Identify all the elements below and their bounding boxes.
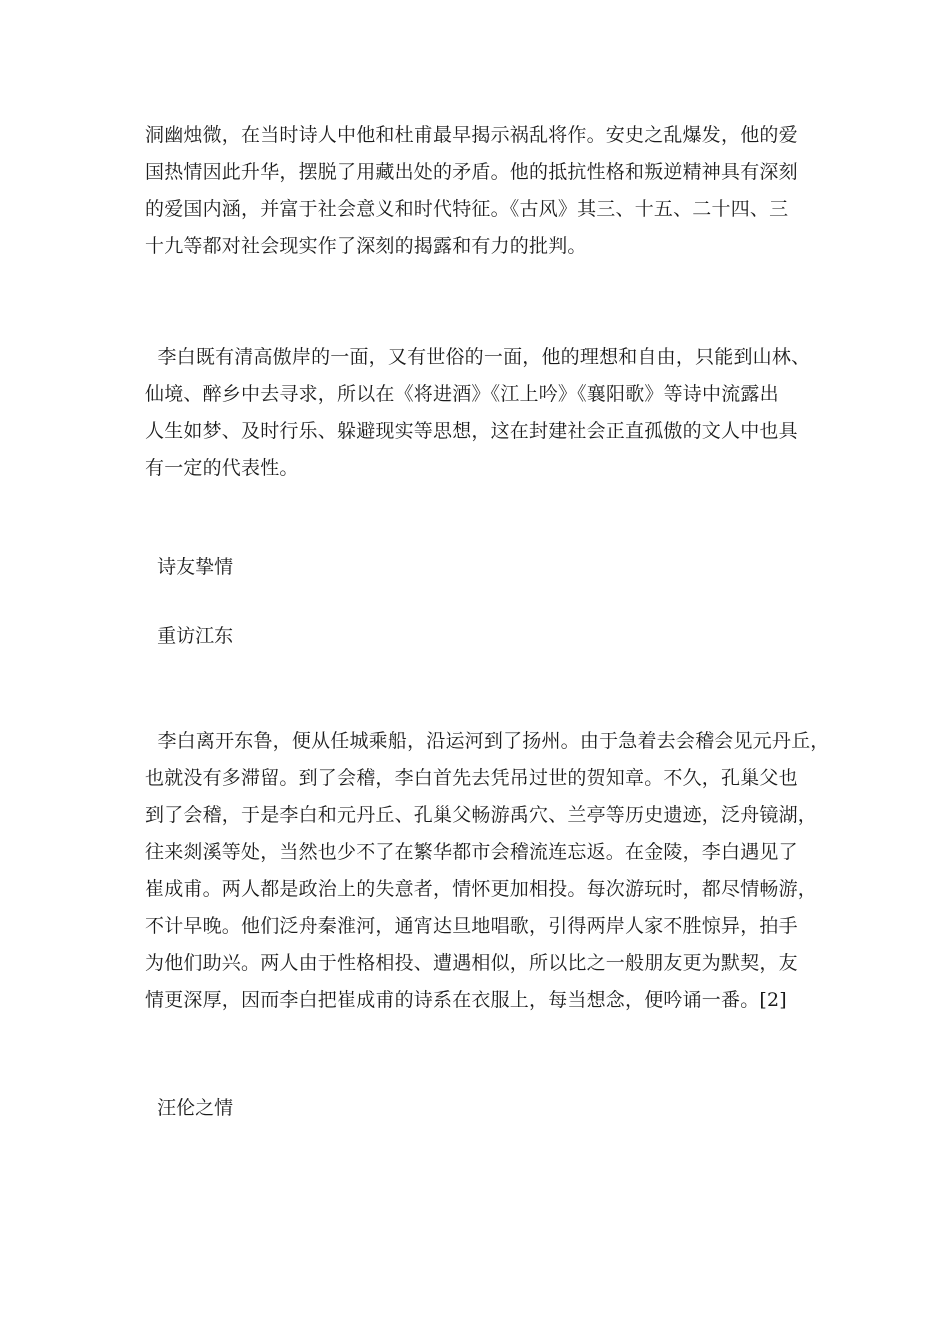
subsection-heading-jiangdong: 重访江东: [145, 625, 234, 647]
text-line: 到了会稽，于是李白和元丹丘、孔巢父畅游禹穴、兰亭等历史遗迹，泛舟镜湖，: [145, 804, 818, 826]
text-line: 国热情因此升华，摆脱了用藏出处的矛盾。他的抵抗性格和叛逆精神具有深刻: [145, 161, 798, 183]
text-line: 人生如梦、及时行乐、躲避现实等思想，这在封建社会正直孤傲的文人中也具: [145, 420, 798, 442]
text-line: 十九等都对社会现实作了深刻的揭露和有力的批判。: [145, 235, 587, 257]
text-line: 也就没有多滞留。到了会稽，李白首先去凭吊过世的贺知章。不久，孔巢父也: [145, 767, 798, 789]
text-line: 有一定的代表性。: [145, 457, 299, 479]
text-line: 不计早晚。他们泛舟秦淮河，通宵达旦地唱歌，引得两岸人家不胜惊异，拍手: [145, 915, 798, 937]
text-line: 李白离开东鲁，便从任城乘船，沿运河到了扬州。由于急着去会稽会见元丹丘，: [145, 730, 830, 752]
text-line: 洞幽烛微，在当时诗人中他和杜甫最早揭示祸乱将作。安史之乱爆发，他的爱: [145, 124, 798, 146]
paragraph-personality: [145, 339, 810, 487]
subsection-heading-wanglun: 汪伦之情: [145, 1097, 234, 1119]
paragraph-patriotism: [145, 117, 810, 265]
text-line: 崔成甫。两人都是政治上的失意者，情怀更加相投。每次游玩时，都尽情畅游，: [145, 878, 818, 900]
section-heading-friendship: 诗友挚情: [145, 556, 234, 578]
paragraph-jiangdong-visit: [145, 723, 830, 1019]
text-line: 仙境、醉乡中去寻求，所以在《将进酒》《江上吟》《襄阳歌》等诗中流露出: [145, 383, 779, 405]
text-line: 的爱国内涵，并富于社会意义和时代特征。《古风》其三、十五、二十四、三: [145, 198, 789, 220]
text-line: 为他们助兴。两人由于性格相投、遭遇相似，所以比之一般朋友更为默契，友: [145, 952, 798, 974]
text-line: 李白既有清高傲岸的一面，又有世俗的一面，他的理想和自由，只能到山林、: [145, 346, 811, 368]
text-line: 往来剡溪等处，当然也少不了在繁华都市会稽流连忘返。在金陵，李白遇见了: [145, 841, 798, 863]
text-line: 情更深厚，因而李白把崔成甫的诗系在衣服上，每当想念，便吟诵一番。[2]: [145, 989, 787, 1011]
